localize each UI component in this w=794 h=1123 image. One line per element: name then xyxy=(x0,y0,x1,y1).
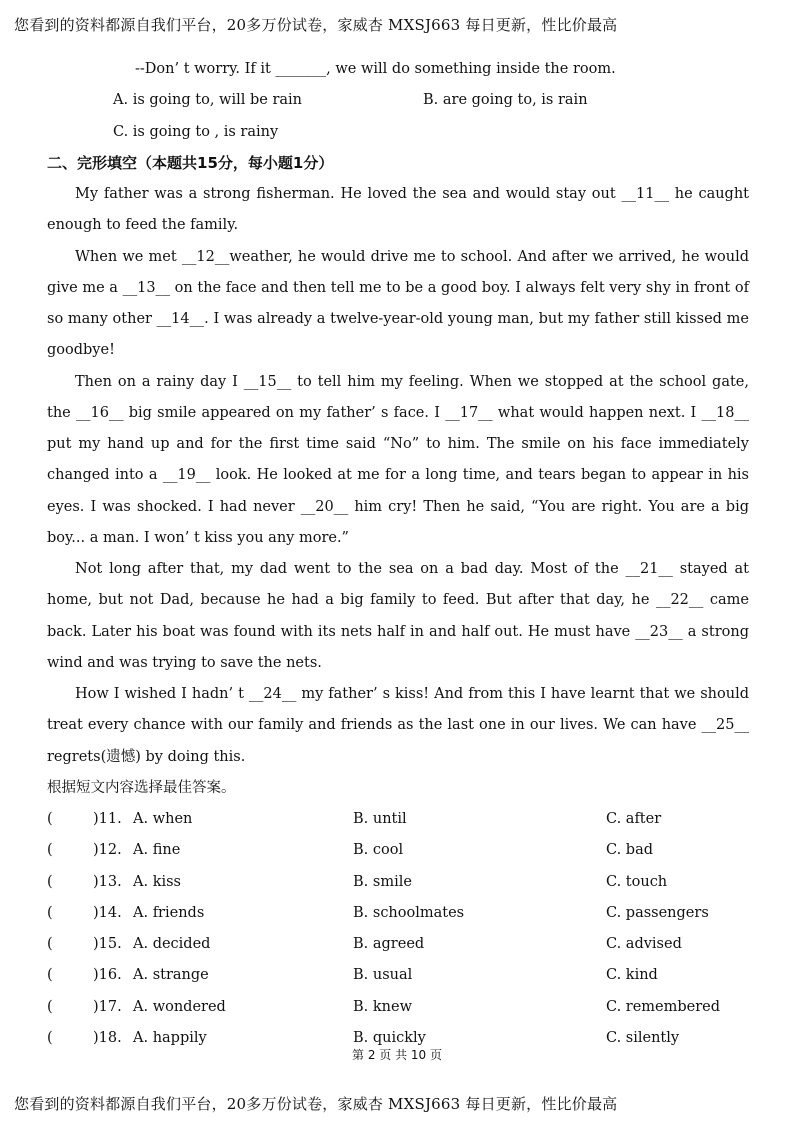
choice-a: A. happily xyxy=(133,1029,207,1046)
choice-c: C. bad xyxy=(606,842,654,859)
answer-paren[interactable]: ( xyxy=(47,904,53,921)
choice-b: B. knew xyxy=(353,998,412,1015)
options-row-1 xyxy=(47,85,749,116)
option-c: C. is going to , is rainy xyxy=(113,123,279,140)
choice-b: B. smile xyxy=(353,873,412,890)
answer-paren[interactable]: ( xyxy=(47,842,53,859)
choice-b: B. schoolmates xyxy=(353,904,465,921)
answer-paren[interactable]: ( xyxy=(47,967,53,984)
choice-c: C. remembered xyxy=(606,998,721,1015)
choice-b: B. quickly xyxy=(353,1029,426,1046)
choice-a: A. kiss xyxy=(133,873,181,890)
options-row-2 xyxy=(47,117,749,148)
option-a: A. is going to, will be rain xyxy=(113,92,303,109)
section-heading: 二、完形填空（本题共15分，每小题1分） xyxy=(47,153,334,172)
choice-row xyxy=(47,992,749,1023)
choice-b: B. until xyxy=(353,811,407,827)
choice-row xyxy=(47,804,749,835)
choice-c: C. kind xyxy=(606,967,658,984)
choice-c: C. silently xyxy=(606,1029,680,1046)
choice-a: A. when xyxy=(133,811,193,827)
question-number: )11. xyxy=(93,811,122,827)
choice-row xyxy=(47,835,749,866)
choice-row xyxy=(47,929,749,960)
choice-b: B. agreed xyxy=(353,936,425,952)
choice-a: A. friends xyxy=(133,904,205,921)
footer-banner: 您看到的资料都源自我们平台，20多万份试卷，家威杏 MXSJ663 每日更新，性比价最高 xyxy=(14,1095,618,1113)
answer-paren[interactable]: ( xyxy=(47,811,53,827)
answer-paren[interactable]: ( xyxy=(47,998,53,1015)
choice-row xyxy=(47,898,749,929)
choice-a: A. strange xyxy=(133,967,209,984)
passage-paragraph-3: Then on a rainy day I __15__ to tell him my feeling. When we stopped at the school gate, the __16__ big smile appeared on my father’ s face. I __17__ what would happen next. I __18__ put my hand up and for the first time said “No” to him. The smile on his face immediately changed into a __19__ look. He looked at me for a long time, and tears began to appear in his eyes. I was shocked. I had never __20__ him cry! Then he said, “You are right. You are a big boy... a man. I won’ t kiss you any more.” xyxy=(47,373,749,546)
question-number: )17. xyxy=(93,998,122,1015)
question-number: )14. xyxy=(93,904,122,921)
instruction: 根据短文内容选择最佳答案。 xyxy=(47,779,236,796)
choice-b: B. cool xyxy=(353,842,404,859)
header-banner: 您看到的资料都源自我们平台，20多万份试卷，家威杏 MXSJ663 每日更新，性比价最高 xyxy=(14,16,618,34)
choice-a: A. decided xyxy=(133,936,211,952)
question-number: )16. xyxy=(93,967,122,984)
choices-list xyxy=(47,804,749,1054)
question-number: )13. xyxy=(93,873,122,890)
answer-paren[interactable]: ( xyxy=(47,1029,53,1046)
choice-c: C. advised xyxy=(606,936,682,952)
answer-paren[interactable]: ( xyxy=(47,873,53,890)
page-number: 第 2 页 共 10 页 xyxy=(352,1048,442,1062)
choice-row xyxy=(47,960,749,991)
choice-a: A. fine xyxy=(133,842,181,859)
choice-c: C. touch xyxy=(606,873,668,890)
passage-paragraph-2: When we met __12__weather, he would drive me to school. And after we arrived, he would give me a __13__ on the face and then tell me to be a good boy. I always felt very shy in front of so many other __14__. I was already a twelve-year-old young man, but my father still kissed me goodbye! xyxy=(47,248,749,359)
question-prompt: --Don’ t worry. If it _______, we will do something inside the room. xyxy=(135,61,616,77)
question-number: )12. xyxy=(93,842,122,859)
choice-c: C. passengers xyxy=(606,904,709,921)
answer-paren[interactable]: ( xyxy=(47,936,53,952)
question-number: )15. xyxy=(93,936,122,952)
choice-a: A. wondered xyxy=(133,998,226,1015)
passage-paragraph-4: Not long after that, my dad went to the sea on a bad day. Most of the __21__ stayed at home, but not Dad, because he had a big family to feed. But after that day, he __22__ came back. Later his boat was found with its nets half in and half out. He must have __23__ a strong wind and was trying to save the nets. xyxy=(47,561,749,671)
option-b: B. are going to, is rain xyxy=(423,92,588,109)
choice-c: C. after xyxy=(606,811,662,827)
passage-paragraph-1: My father was a strong fisherman. He loved the sea and would stay out __11__ he caught enough to feed the family. xyxy=(47,186,749,234)
question-number: )18. xyxy=(93,1029,122,1046)
choice-row xyxy=(47,867,749,898)
choice-b: B. usual xyxy=(353,967,413,984)
page-content xyxy=(47,54,749,1054)
passage-paragraph-5: How I wished I hadn’ t __24__ my father’ s kiss! And from this I have learnt that we should treat every chance with our family and friends as the last one in our lives. We can have __25__ regrets(遗憾) by doing this. xyxy=(47,686,749,765)
